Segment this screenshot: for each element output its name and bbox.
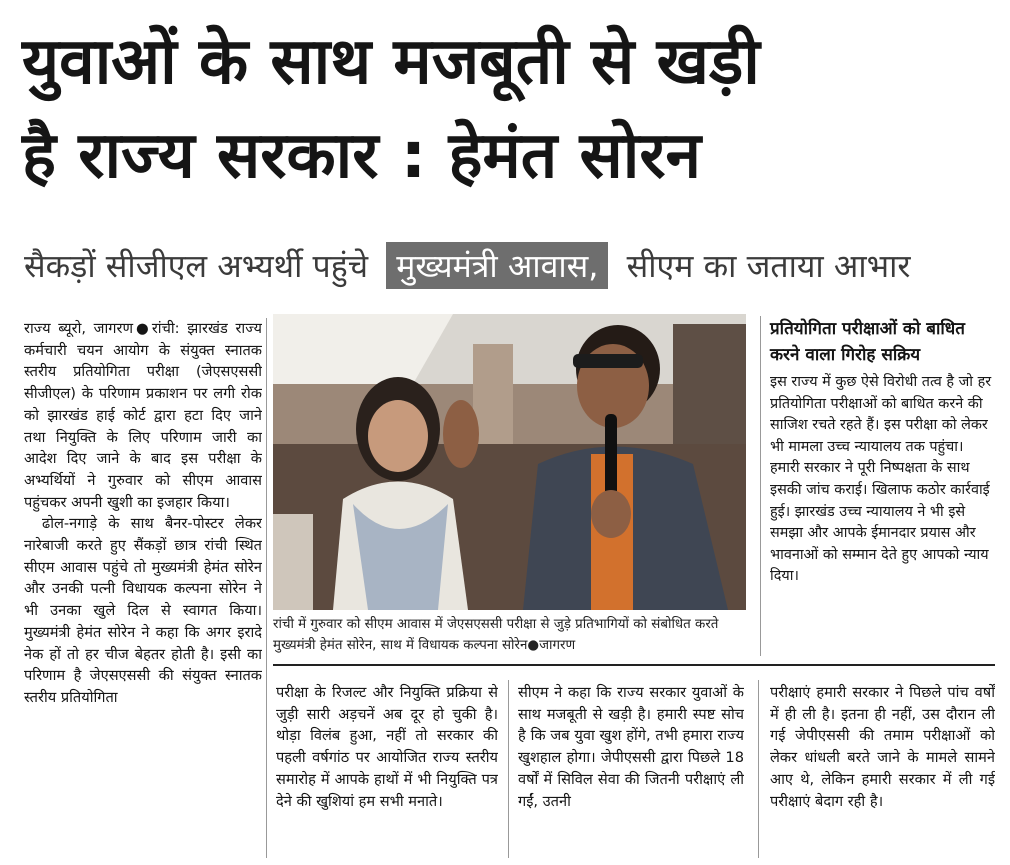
left-column bbox=[24, 318, 262, 858]
bottom-column-2-text: सीएम ने कहा कि राज्य सरकार युवाओं के साथ मजबूती से खड़ी है। हमारी स्पष्ट सोच है कि जब युवा खुश होंगे, तभी हमारा राज्य खुशहाल होगा। जेपीएससी द्वारा पिछले 18 वर्षों में सिविल सेवा की जितनी परीक्षाएं ली गईं, उतनी bbox=[518, 684, 744, 810]
bottom-column-2 bbox=[518, 682, 744, 858]
headline-line-1: युवाओं के साथ मजबूती से खड़ी bbox=[22, 25, 760, 99]
left-column-para-1 bbox=[24, 318, 262, 513]
subheadline-part-1: सैकड़ों सीजीएल अभ्यर्थी पहुंचे bbox=[24, 247, 369, 285]
column-divider bbox=[758, 680, 759, 858]
sidebar-title: प्रतियोगिता परीक्षाओं को बाधित करने वाला गिरोह सक्रिय bbox=[770, 319, 965, 365]
sidebar-box bbox=[770, 316, 995, 588]
column-divider bbox=[266, 318, 267, 858]
left-column-para-2: ढोल-नगाड़े के साथ बैनर-पोस्टर लेकर नारेबाजी करते हुए सैंकड़ों छात्र रांची स्थित सीएम आवास पहुंचे तो मुख्यमंत्री हेमंत सोरेन और उनकी पत्नी विधायक कल्पना सोरेन ने भी उनका खुले दिल से स्वागत किया। मुख्यमंत्री हेमंत सोरेन ने कहा कि अगर इरादे नेक हों तो हर चीज बेहतर होती है। इसी का परिणाम है जेएसएससी की संयुक्त स्नातक स्तरीय प्रतियोगिता bbox=[24, 515, 262, 706]
section-rule bbox=[273, 664, 995, 666]
subheadline bbox=[24, 242, 1004, 300]
headline-line-2: है राज्य सरकार : हेमंत सोरन bbox=[22, 119, 702, 193]
subheadline-part-2: सीएम का जताया आभार bbox=[626, 247, 911, 285]
photo-caption: रांची में गुरुवार को सीएम आवास में जेएसएससी परीक्षा से जुड़े प्रतिभागियों को संबोधित करते मुख्यमंत्री हेमंत सोरेन, साथ में विधायक कल्पना सोरेन●जागरण bbox=[273, 617, 719, 653]
bottom-column-3 bbox=[770, 682, 995, 858]
news-photo bbox=[273, 314, 746, 610]
subheadline-highlight: मुख्यमंत्री आवास, bbox=[386, 242, 608, 289]
dateline: राज्य ब्यूरो, जागरण●रांची: bbox=[24, 320, 180, 337]
sidebar-divider bbox=[760, 316, 761, 656]
column-divider bbox=[508, 680, 509, 858]
para-1-text: झारखंड राज्य कर्मचारी चयन आयोग के संयुक्त स्नातक स्तरीय प्रतियोगिता परीक्षा (जेएसएससी सीजीएल) के परिणाम प्रकाशन पर लगी रोक को झारखंड हाई कोर्ट द्वारा हटा दिए जाने तथा नियुक्ति के लिए परिणाम जारी का आदेश दिए जाने के बाद इस परीक्षा के अभ्यर्थियों ने गुरुवार को सीएम आवास पहुंचकर अपनी खुशी का इजहार किया। bbox=[24, 320, 262, 511]
bottom-column-3-text: परीक्षाएं हमारी सरकार ने पिछले पांच वर्षों में ही ली है। इतना ही नहीं, उस दौरान ली गई जेपीएससी की तमाम परीक्षाओं को लेकर धांधली बरते जाने के मामले सामने आए थे, लेकिन हमारी सरकार में ली गई परीक्षाएं बेदाग रही है। bbox=[770, 684, 995, 810]
sidebar-body: इस राज्य में कुछ ऐसे विरोधी तत्व है जो हर प्रतियोगिता परीक्षाओं को बाधित करने की साजिश रचते रहते हैं। इस परीक्षा को लेकर भी मामला उच्च न्यायालय तक पहुंचा। हमारी सरकार ने पूरी निष्पक्षता के साथ इसकी जांच कराई। खिलाफ कठोर कार्रवाई हुई। झारखंड उच्च न्यायालय ने भी इसे समझा और आपके ईमानदार प्रयास और भावनाओं को सम्मान देते हुए आपको न्याय दिया। bbox=[770, 374, 992, 585]
bottom-column-1-text: परीक्षा के रिजल्ट और नियुक्ति प्रक्रिया से जुड़ी सारी अड़चनें अब दूर हो चुकी है। थोड़ा विलंब हुआ, नहीं तो सरकार की पहली वर्षगांठ पर आयोजित राज्य स्तरीय समारोह में आपके हाथों में भी नियुक्ति पत्र देने की खुशियां हम सभी मनाते। bbox=[276, 684, 498, 810]
bottom-column-1 bbox=[276, 682, 498, 858]
photo-illustration bbox=[273, 314, 746, 610]
